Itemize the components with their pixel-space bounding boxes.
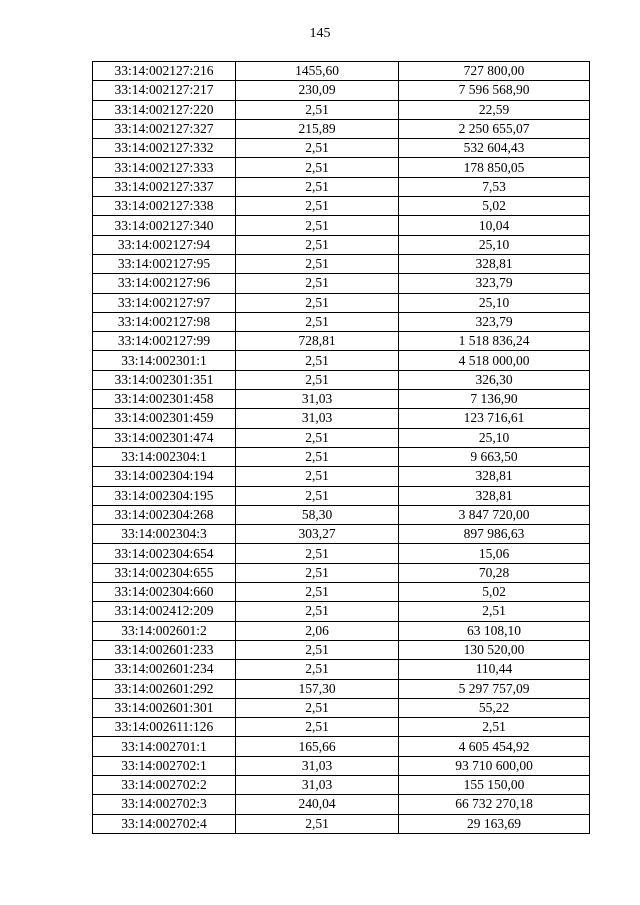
table-row — [93, 756, 590, 775]
rate-cell: 2,51 — [236, 370, 399, 389]
cadastral-number-cell: 33:14:002702:4 — [93, 814, 236, 833]
cadastral-number-cell: 33:14:002127:327 — [93, 119, 236, 138]
cadastral-number-cell: 33:14:002127:340 — [93, 216, 236, 235]
value-cell: 123 716,61 — [399, 409, 590, 428]
rate-cell: 2,51 — [236, 544, 399, 563]
table-row — [93, 139, 590, 158]
cadastral-number-cell: 33:14:002601:301 — [93, 698, 236, 717]
table-row — [93, 254, 590, 273]
cadastral-number-cell: 33:14:002304:654 — [93, 544, 236, 563]
value-cell: 7 596 568,90 — [399, 81, 590, 100]
value-cell: 63 108,10 — [399, 621, 590, 640]
table-row — [93, 505, 590, 524]
rate-cell: 31,03 — [236, 390, 399, 409]
cadastral-number-cell: 33:14:002601:292 — [93, 679, 236, 698]
table-row — [93, 62, 590, 81]
rate-cell: 31,03 — [236, 775, 399, 794]
value-cell: 532 604,43 — [399, 139, 590, 158]
value-cell: 10,04 — [399, 216, 590, 235]
rate-cell: 2,51 — [236, 293, 399, 312]
cadastral-number-cell: 33:14:002701:1 — [93, 737, 236, 756]
rate-cell: 2,51 — [236, 235, 399, 254]
rate-cell: 2,51 — [236, 100, 399, 119]
cadastral-number-cell: 33:14:002127:337 — [93, 177, 236, 196]
table-row — [93, 332, 590, 351]
value-cell: 15,06 — [399, 544, 590, 563]
value-cell: 3 847 720,00 — [399, 505, 590, 524]
value-cell: 29 163,69 — [399, 814, 590, 833]
cadastral-number-cell: 33:14:002127:333 — [93, 158, 236, 177]
page-number: 145 — [309, 26, 331, 41]
rate-cell: 2,51 — [236, 312, 399, 331]
value-cell: 130 520,00 — [399, 640, 590, 659]
table-row — [93, 621, 590, 640]
rate-cell: 303,27 — [236, 525, 399, 544]
value-cell: 155 150,00 — [399, 775, 590, 794]
value-cell: 5,02 — [399, 197, 590, 216]
cadastral-number-cell: 33:14:002127:217 — [93, 81, 236, 100]
value-cell: 5,02 — [399, 583, 590, 602]
table-row — [93, 197, 590, 216]
rate-cell: 728,81 — [236, 332, 399, 351]
table-row — [93, 737, 590, 756]
rate-cell: 230,09 — [236, 81, 399, 100]
cadastral-number-cell: 33:14:002127:94 — [93, 235, 236, 254]
table-row — [93, 795, 590, 814]
cadastral-number-cell: 33:14:002301:459 — [93, 409, 236, 428]
value-cell: 4 518 000,00 — [399, 351, 590, 370]
table-row — [93, 216, 590, 235]
value-cell: 93 710 600,00 — [399, 756, 590, 775]
cadastral-number-cell: 33:14:002127:332 — [93, 139, 236, 158]
table-row — [93, 351, 590, 370]
value-cell: 7 136,90 — [399, 390, 590, 409]
cadastral-number-cell: 33:14:002127:338 — [93, 197, 236, 216]
rate-cell: 2,51 — [236, 428, 399, 447]
table-row — [93, 718, 590, 737]
value-cell: 323,79 — [399, 312, 590, 331]
rate-cell: 2,51 — [236, 254, 399, 273]
rate-cell: 215,89 — [236, 119, 399, 138]
rate-cell: 2,51 — [236, 640, 399, 659]
value-cell: 727 800,00 — [399, 62, 590, 81]
cadastral-number-cell: 33:14:002702:1 — [93, 756, 236, 775]
value-cell: 25,10 — [399, 235, 590, 254]
table-row — [93, 293, 590, 312]
value-cell: 328,81 — [399, 486, 590, 505]
cadastral-number-cell: 33:14:002304:655 — [93, 563, 236, 582]
value-cell: 178 850,05 — [399, 158, 590, 177]
rate-cell: 2,51 — [236, 216, 399, 235]
cadastral-number-cell: 33:14:002301:474 — [93, 428, 236, 447]
cadastral-number-cell: 33:14:002601:234 — [93, 660, 236, 679]
table-row — [93, 390, 590, 409]
table-row — [93, 447, 590, 466]
cadastral-number-cell: 33:14:002412:209 — [93, 602, 236, 621]
cadastral-number-cell: 33:14:002601:2 — [93, 621, 236, 640]
table-row — [93, 814, 590, 833]
table-row — [93, 563, 590, 582]
cadastral-number-cell: 33:14:002301:458 — [93, 390, 236, 409]
cadastral-number-cell: 33:14:002611:126 — [93, 718, 236, 737]
cadastral-number-cell: 33:14:002304:1 — [93, 447, 236, 466]
cadastral-number-cell: 33:14:002127:97 — [93, 293, 236, 312]
value-cell: 25,10 — [399, 428, 590, 447]
rate-cell: 1455,60 — [236, 62, 399, 81]
rate-cell: 2,51 — [236, 177, 399, 196]
rate-cell: 2,51 — [236, 139, 399, 158]
cadastral-number-cell: 33:14:002304:268 — [93, 505, 236, 524]
rate-cell: 2,51 — [236, 563, 399, 582]
cadastral-number-cell: 33:14:002127:220 — [93, 100, 236, 119]
rate-cell: 165,66 — [236, 737, 399, 756]
cadastral-number-cell: 33:14:002127:96 — [93, 274, 236, 293]
table-row — [93, 467, 590, 486]
rate-cell: 2,51 — [236, 158, 399, 177]
table-row — [93, 602, 590, 621]
cadastral-number-cell: 33:14:002702:3 — [93, 795, 236, 814]
value-cell: 66 732 270,18 — [399, 795, 590, 814]
rate-cell: 2,51 — [236, 660, 399, 679]
table-row — [93, 409, 590, 428]
rate-cell: 31,03 — [236, 756, 399, 775]
cadastral-number-cell: 33:14:002127:99 — [93, 332, 236, 351]
table-row — [93, 525, 590, 544]
cadastral-table — [92, 61, 590, 834]
rate-cell: 58,30 — [236, 505, 399, 524]
rate-cell: 2,51 — [236, 447, 399, 466]
table-row — [93, 312, 590, 331]
value-cell: 7,53 — [399, 177, 590, 196]
value-cell: 25,10 — [399, 293, 590, 312]
value-cell: 5 297 757,09 — [399, 679, 590, 698]
value-cell: 55,22 — [399, 698, 590, 717]
cadastral-number-cell: 33:14:002601:233 — [93, 640, 236, 659]
table-row — [93, 235, 590, 254]
cadastral-number-cell: 33:14:002304:194 — [93, 467, 236, 486]
rate-cell: 2,51 — [236, 814, 399, 833]
rate-cell: 2,06 — [236, 621, 399, 640]
table-row — [93, 274, 590, 293]
value-cell: 897 986,63 — [399, 525, 590, 544]
value-cell: 22,59 — [399, 100, 590, 119]
table-row — [93, 486, 590, 505]
cadastral-number-cell: 33:14:002702:2 — [93, 775, 236, 794]
cadastral-number-cell: 33:14:002301:351 — [93, 370, 236, 389]
value-cell: 328,81 — [399, 254, 590, 273]
cadastral-number-cell: 33:14:002304:660 — [93, 583, 236, 602]
rate-cell: 2,51 — [236, 467, 399, 486]
rate-cell: 2,51 — [236, 718, 399, 737]
cadastral-number-cell: 33:14:002304:195 — [93, 486, 236, 505]
value-cell: 323,79 — [399, 274, 590, 293]
rate-cell: 2,51 — [236, 602, 399, 621]
cadastral-number-cell: 33:14:002127:98 — [93, 312, 236, 331]
value-cell: 110,44 — [399, 660, 590, 679]
cadastral-number-cell: 33:14:002301:1 — [93, 351, 236, 370]
rate-cell: 31,03 — [236, 409, 399, 428]
rate-cell: 240,04 — [236, 795, 399, 814]
rate-cell: 157,30 — [236, 679, 399, 698]
table-row — [93, 698, 590, 717]
table-row — [93, 119, 590, 138]
table-row — [93, 158, 590, 177]
value-cell: 2 250 655,07 — [399, 119, 590, 138]
cadastral-number-cell: 33:14:002127:216 — [93, 62, 236, 81]
cadastral-number-cell: 33:14:002127:95 — [93, 254, 236, 273]
rate-cell: 2,51 — [236, 197, 399, 216]
rate-cell: 2,51 — [236, 486, 399, 505]
value-cell: 2,51 — [399, 602, 590, 621]
table-row — [93, 775, 590, 794]
value-cell: 2,51 — [399, 718, 590, 737]
table-row — [93, 660, 590, 679]
rate-cell: 2,51 — [236, 351, 399, 370]
table-row — [93, 177, 590, 196]
table-row — [93, 679, 590, 698]
value-cell: 1 518 836,24 — [399, 332, 590, 351]
table-row — [93, 81, 590, 100]
cadastral-number-cell: 33:14:002304:3 — [93, 525, 236, 544]
table-row — [93, 370, 590, 389]
table-row — [93, 428, 590, 447]
value-cell: 4 605 454,92 — [399, 737, 590, 756]
table-row — [93, 544, 590, 563]
table-row — [93, 100, 590, 119]
value-cell: 70,28 — [399, 563, 590, 582]
value-cell: 328,81 — [399, 467, 590, 486]
rate-cell: 2,51 — [236, 583, 399, 602]
rate-cell: 2,51 — [236, 698, 399, 717]
value-cell: 326,30 — [399, 370, 590, 389]
rate-cell: 2,51 — [236, 274, 399, 293]
value-cell: 9 663,50 — [399, 447, 590, 466]
table-row — [93, 640, 590, 659]
table-body — [93, 62, 590, 834]
table-row — [93, 583, 590, 602]
